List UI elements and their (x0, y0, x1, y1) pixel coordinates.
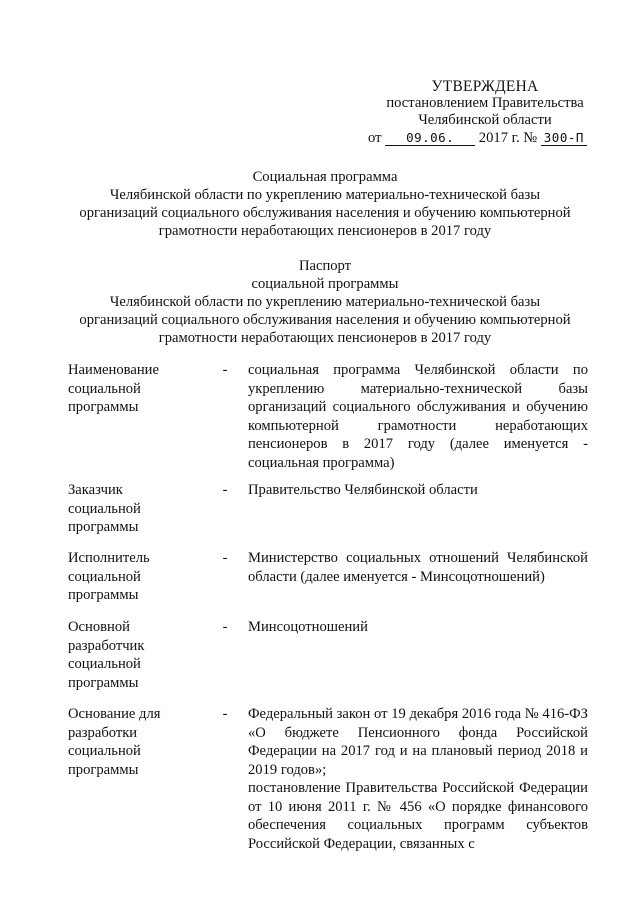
row-label (68, 481, 208, 537)
label-line: Заказчик (68, 482, 123, 498)
program-title-line-2: Челябинской области по укреплению материально-технической базы (109, 187, 541, 203)
value-paragraph: Федеральный закон от 19 декабря 2016 года № 416-ФЗ «О бюджете Пенсионного фонда Российской Федерации на 2017 год и на плановый период 2018 и 2019 годов»; (248, 706, 588, 778)
row-label (68, 618, 208, 692)
passport-title-line-5: грамотности неработающих пенсионеров в 2017 году (158, 330, 492, 346)
approval-line-1: постановлением Правительства (386, 95, 584, 111)
label-line: программы (68, 519, 139, 535)
row-label (68, 705, 208, 779)
value-paragraph: Министерство социальных отношений Челябинской области (далее именуется - Минсоцотношений) (248, 550, 588, 585)
value-paragraph: социальная программа Челябинской области по укреплению материально-технической базы организаций социального обслуживания и обучению компьютерной грамотности неработающих пенсионеров в 2017 году (далее именуется - социальная программа) (248, 362, 588, 471)
passport-title-line-3: Челябинской области по укреплению материально-технической базы (109, 294, 541, 310)
row-dash: - (222, 550, 228, 566)
approval-year: 2017 г. № (478, 130, 538, 146)
label-line: Исполнитель (68, 550, 150, 566)
value-paragraph: постановление Правительства Российской Федерации от 10 июня 2011 г. № 456 «О порядке финансового обеспечения социальных программ субъектов Российской Федерации, связанных с (248, 780, 588, 852)
label-line: программы (68, 761, 139, 778)
label-line: разработки (68, 724, 138, 741)
label-line: социальной (68, 568, 141, 585)
passport-title-line-2: социальной программы (251, 276, 399, 292)
label-line: социальной (68, 500, 141, 517)
label-line: Основание для (68, 706, 161, 722)
program-title-line-4: грамотности неработающих пенсионеров в 2017 году (158, 223, 492, 239)
row-dash: - (222, 706, 228, 722)
label-line: программы (68, 399, 139, 415)
row-dash: - (222, 362, 228, 378)
label-line: Наименование (68, 362, 159, 378)
approval-stamp (360, 78, 610, 129)
row-value (248, 549, 588, 586)
row-dash: - (222, 619, 228, 635)
date-prefix: от (368, 130, 382, 146)
program-title-line-3: организаций социального обслуживания населения и обучению компьютерной (79, 205, 571, 221)
row-label (68, 361, 208, 417)
label-line: разработчик (68, 637, 145, 654)
program-title-line-1: Социальная программа (252, 169, 398, 185)
label-line: социальной (68, 380, 141, 397)
row-label (68, 549, 208, 605)
label-line: программы (68, 587, 139, 603)
approval-number: 300-П (541, 130, 587, 146)
row-dash: - (222, 482, 228, 498)
approval-dateline (368, 130, 608, 147)
program-title (40, 168, 610, 240)
row-value (248, 618, 588, 637)
passport-title-line-4: организаций социального обслуживания населения и обучению компьютерной (79, 312, 571, 328)
passport-title (40, 257, 610, 347)
approval-date: 09.06. (385, 130, 475, 146)
approval-title: УТВЕРЖДЕНА (431, 78, 539, 95)
label-line: социальной (68, 743, 141, 759)
row-value (248, 481, 588, 500)
label-line: Основной (68, 619, 130, 635)
label-line: социальной (68, 656, 141, 672)
approval-line-2: Челябинской области (418, 112, 552, 128)
row-value (248, 361, 588, 472)
value-paragraph: Минсоцотношений (248, 619, 368, 635)
value-paragraph: Правительство Челябинской области (248, 482, 478, 498)
passport-title-line-1: Паспорт (298, 258, 352, 274)
label-line: программы (68, 674, 139, 691)
row-value (248, 705, 588, 853)
